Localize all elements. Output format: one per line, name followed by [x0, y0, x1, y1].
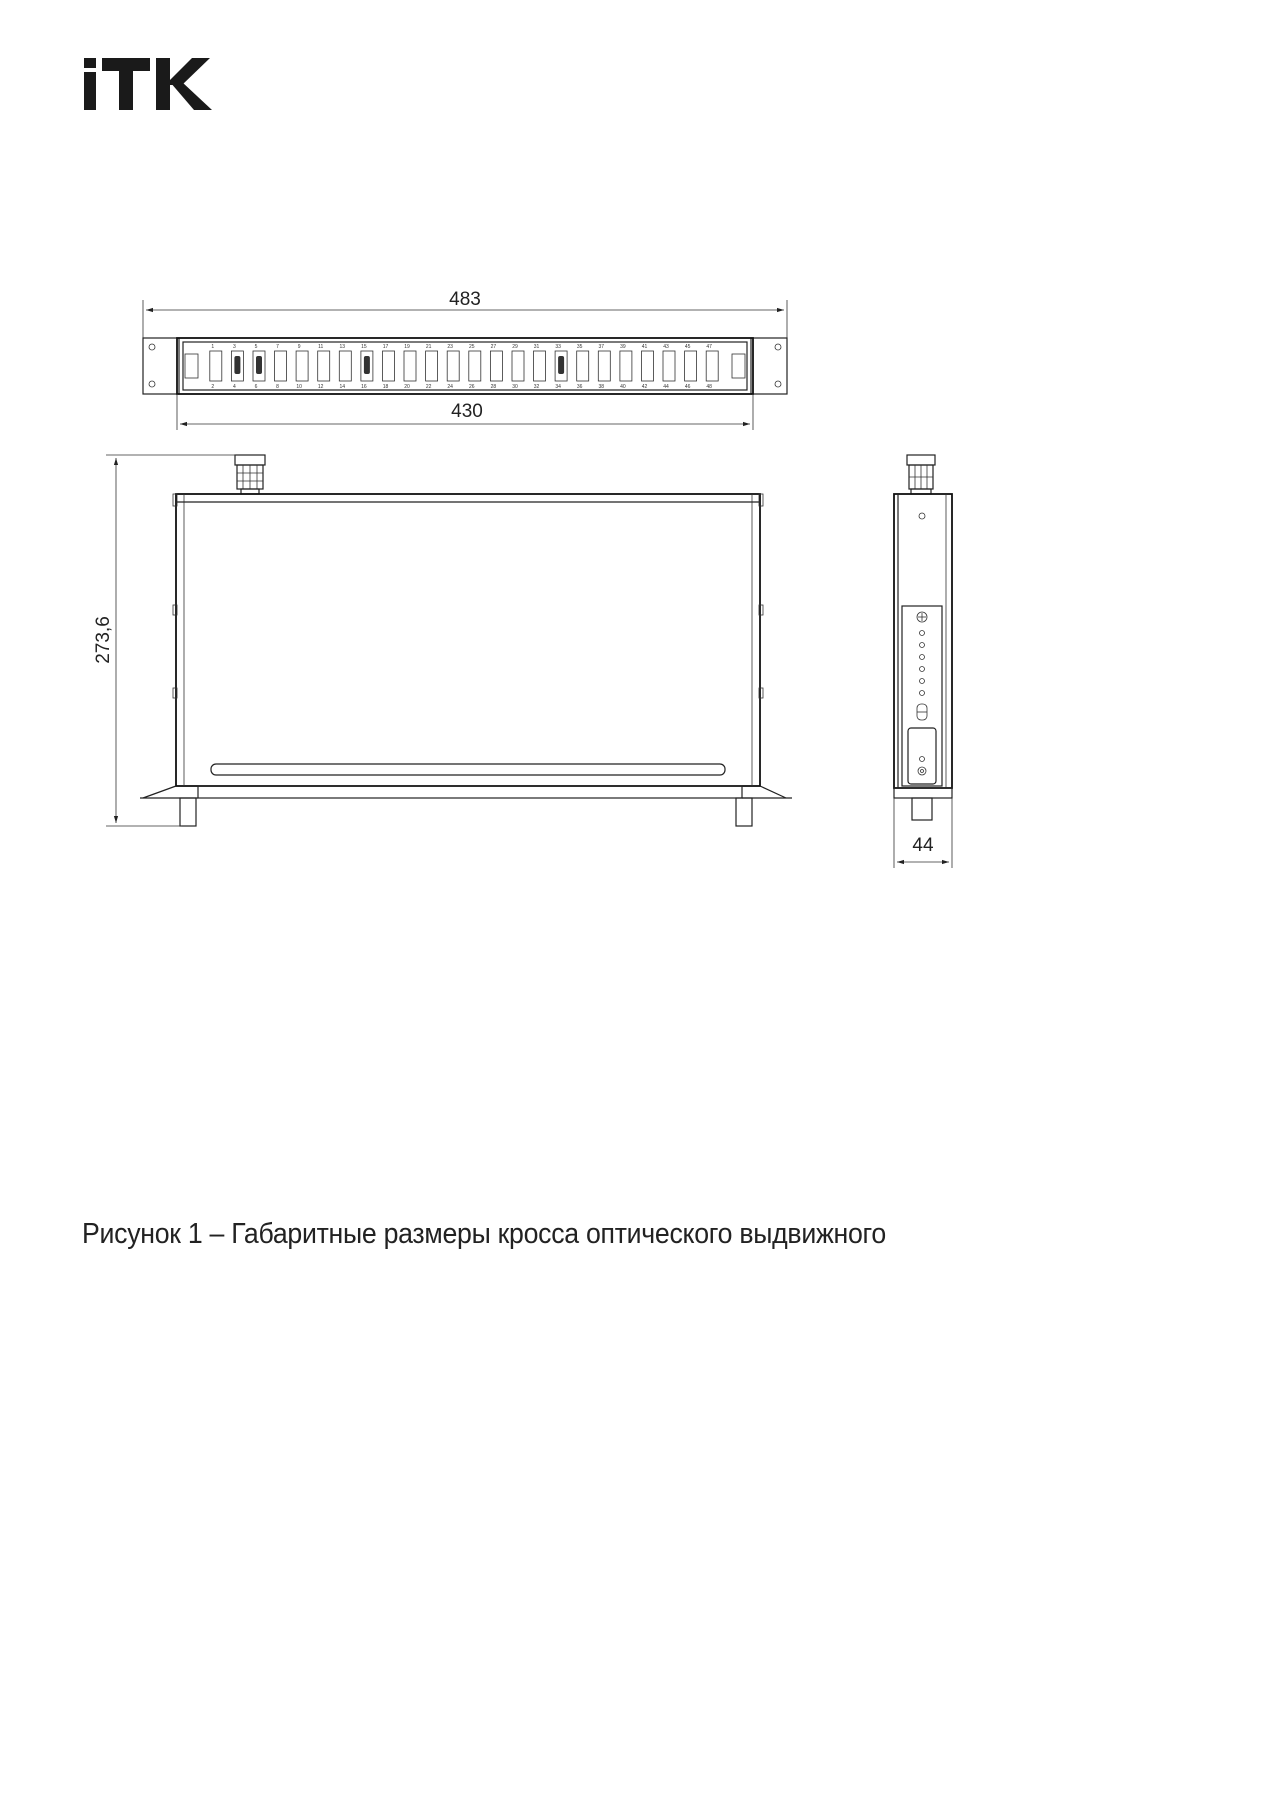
port-number-bottom: 10: [296, 384, 302, 390]
dim-44-label: 44: [912, 835, 934, 856]
dim-483-label: 483: [449, 289, 481, 310]
port-number-bottom: 42: [641, 384, 648, 390]
port-slot: [663, 351, 675, 381]
port-number-bottom: 18: [382, 384, 389, 390]
port-slot: [512, 351, 524, 381]
port-number-bottom: 46: [684, 384, 691, 390]
port-slot: [685, 351, 697, 381]
port-slot: [577, 351, 589, 381]
port-number-top: 31: [533, 344, 540, 350]
port-number-bottom: 2: [211, 384, 215, 390]
port-number-bottom: 12: [317, 384, 324, 390]
port-slot: [275, 351, 287, 381]
port-number-top: 17: [382, 344, 389, 350]
port-number-top: 29: [512, 344, 518, 350]
port-number-bottom: 40: [620, 384, 626, 390]
port-number-top: 1: [211, 344, 215, 350]
port-slot: [490, 351, 502, 381]
port-slot: [534, 351, 546, 381]
port-slot: [404, 351, 416, 381]
port-number-bottom: 26: [469, 384, 475, 390]
port-number-bottom: 38: [598, 384, 605, 390]
port-numbers-bottom: [211, 384, 712, 390]
port-slot: [383, 351, 395, 381]
installed-adapter: [364, 356, 370, 374]
port-number-bottom: 36: [576, 384, 583, 390]
port-number-top: 15: [361, 344, 367, 350]
dim-430-label: 430: [451, 401, 483, 422]
port-number-top: 45: [684, 344, 691, 350]
port-number-bottom: 48: [706, 384, 712, 390]
port-slot: [296, 351, 308, 381]
installed-adapter: [256, 356, 262, 374]
port-number-top: 35: [576, 344, 583, 350]
installed-adapter: [558, 356, 564, 374]
port-number-bottom: 6: [254, 384, 258, 390]
port-number-bottom: 14: [339, 384, 346, 390]
port-slot: [469, 351, 481, 381]
port-numbers-top: [211, 344, 712, 350]
port-number-bottom: 32: [533, 384, 540, 390]
port-number-top: 11: [318, 344, 324, 350]
port-number-top: 37: [598, 344, 605, 350]
port-number-bottom: 44: [663, 384, 669, 390]
port-number-bottom: 24: [447, 384, 453, 390]
port-number-top: 9: [297, 344, 301, 350]
port-number-top: 33: [555, 344, 561, 350]
port-number-bottom: 16: [361, 384, 367, 390]
port-slot: [210, 351, 222, 381]
front-view: [143, 289, 787, 430]
port-number-bottom: 30: [512, 384, 518, 390]
port-grid: [210, 351, 718, 381]
port-slot: [642, 351, 654, 381]
figure-caption: Рисунок 1 – Габаритные размеры кросса оптического выдвижного: [82, 1218, 886, 1250]
top-view: [93, 455, 792, 826]
port-number-top: 43: [663, 344, 669, 350]
port-slot: [339, 351, 351, 381]
port-slot: [706, 351, 718, 381]
port-number-bottom: 20: [404, 384, 410, 390]
side-view: [894, 455, 952, 868]
port-number-top: 27: [490, 344, 497, 350]
port-slot: [598, 351, 610, 381]
port-number-top: 13: [339, 344, 346, 350]
port-number-top: 47: [706, 344, 712, 350]
port-number-bottom: 28: [490, 384, 497, 390]
dimension-drawing: [0, 0, 1280, 900]
port-number-bottom: 8: [276, 384, 279, 390]
port-number-top: 21: [425, 344, 432, 350]
port-number-top: 39: [620, 344, 626, 350]
port-slot: [447, 351, 459, 381]
installed-adapter: [234, 356, 240, 374]
port-number-bottom: 22: [425, 384, 432, 390]
port-slot: [318, 351, 330, 381]
port-number-top: 3: [233, 344, 236, 350]
port-number-top: 5: [254, 344, 258, 350]
port-slot: [620, 351, 632, 381]
dim-273-label: 273,6: [93, 616, 114, 664]
port-slot: [426, 351, 438, 381]
port-number-top: 7: [276, 344, 279, 350]
port-number-top: 19: [404, 344, 410, 350]
port-number-top: 25: [469, 344, 475, 350]
port-number-top: 41: [641, 344, 648, 350]
port-number-bottom: 34: [555, 384, 561, 390]
port-number-top: 23: [447, 344, 453, 350]
port-number-bottom: 4: [233, 384, 236, 390]
